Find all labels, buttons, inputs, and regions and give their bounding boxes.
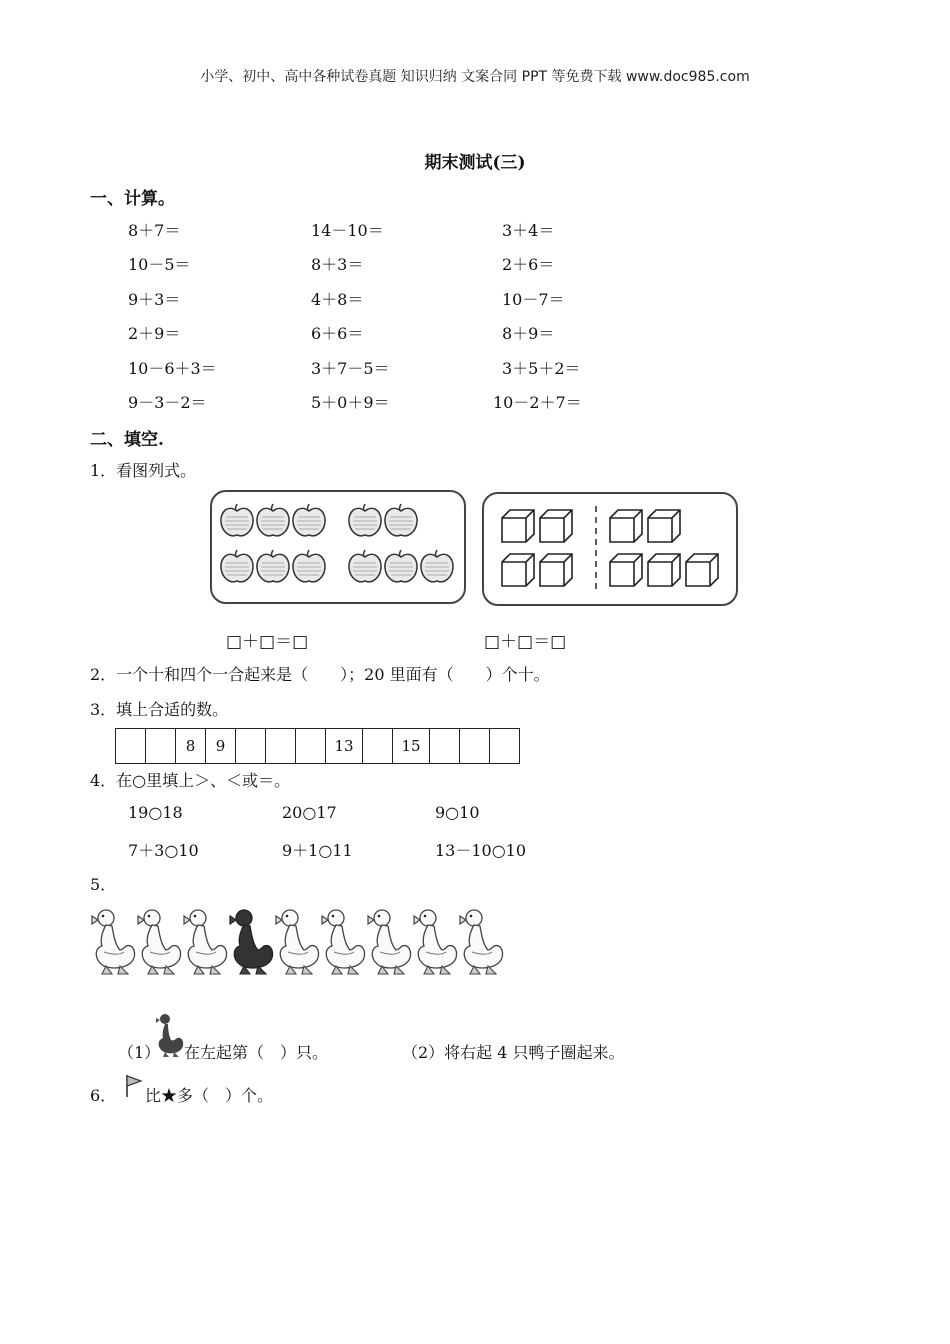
compare-item: 9＋1○11 <box>282 841 353 860</box>
q3-label: 3．填上合适的数。 <box>90 700 229 719</box>
apples-icon <box>212 492 464 602</box>
calc-item: 2＋9＝ <box>128 324 181 343</box>
number-cell[interactable] <box>460 729 490 764</box>
q1-equation-right: □＋□＝□ <box>484 632 567 652</box>
calc-item: 8＋3＝ <box>311 255 364 274</box>
number-sequence-grid <box>115 728 520 764</box>
q5-sub1-prefix: （1） <box>118 1043 161 1062</box>
q1-equation-left: □＋□＝□ <box>226 632 309 652</box>
calc-item: 10－7＝ <box>502 290 565 309</box>
compare-item: 19○18 <box>128 803 183 822</box>
calc-item: 6＋6＝ <box>311 324 364 343</box>
q4-label: 4．在○里填上＞、＜或＝。 <box>90 771 291 790</box>
number-cell: 13 <box>326 729 363 764</box>
number-cell[interactable] <box>266 729 296 764</box>
q6-label: 6． <box>90 1086 117 1105</box>
calc-item: 10－5＝ <box>128 255 191 274</box>
calc-item: 9＋3＝ <box>128 290 181 309</box>
number-cell[interactable] <box>430 729 460 764</box>
calc-item: 3＋5＋2＝ <box>502 359 581 378</box>
calc-item: 4＋8＝ <box>311 290 364 309</box>
calc-item: 14－10＝ <box>311 221 384 240</box>
q2-text: 2．一个十和四个一合起来是（ ）；20 里面有（ ）个十。 <box>90 665 550 684</box>
section-2-heading: 二、填空. <box>90 430 164 450</box>
calc-item: 3＋7－5＝ <box>311 359 390 378</box>
flag-icon <box>124 1074 144 1098</box>
calc-item: 8＋9＝ <box>502 324 555 343</box>
calc-item: 10－6＋3＝ <box>128 359 217 378</box>
number-cell[interactable] <box>363 729 393 764</box>
cubes-picture <box>482 492 738 606</box>
number-cell[interactable] <box>116 729 146 764</box>
apples-picture <box>210 490 466 604</box>
number-cell[interactable] <box>146 729 176 764</box>
number-cell[interactable] <box>236 729 266 764</box>
q5-sub1-text: 在左起第（ ）只。 <box>184 1043 329 1062</box>
compare-item: 20○17 <box>282 803 337 822</box>
q5-label: 5． <box>90 875 117 894</box>
calc-item: 2＋6＝ <box>502 255 555 274</box>
dark-duck-icon <box>156 1012 184 1058</box>
cubes-icon <box>484 494 736 604</box>
q6-text: 比★多（ ）个。 <box>145 1086 274 1105</box>
number-cell[interactable] <box>296 729 326 764</box>
compare-item: 13－10○10 <box>435 841 527 860</box>
number-cell: 9 <box>206 729 236 764</box>
section-1-heading: 一、计算。 <box>90 189 175 209</box>
number-cell[interactable] <box>490 729 520 764</box>
calc-item: 5＋0＋9＝ <box>311 393 390 412</box>
compare-item: 9○10 <box>435 803 480 822</box>
page-title: 期末测试(三) <box>424 153 526 173</box>
number-cell: 15 <box>393 729 430 764</box>
q5-sub2-text: （2）将右起 4 只鸭子圈起来。 <box>402 1043 625 1062</box>
calc-item: 3＋4＝ <box>502 221 555 240</box>
compare-item: 7＋3○10 <box>128 841 199 860</box>
calc-item: 8＋7＝ <box>128 221 181 240</box>
number-cell: 8 <box>176 729 206 764</box>
calc-item: 9－3－2＝ <box>128 393 207 412</box>
q1-label: 1．看图列式。 <box>90 461 197 480</box>
ducks-row-picture <box>90 902 510 978</box>
page-header: 小学、初中、高中各种试卷真题 知识归纳 文案合同 PPT 等免费下载 www.doc985.com <box>200 69 750 85</box>
calc-item: 10－2＋7＝ <box>493 393 582 412</box>
